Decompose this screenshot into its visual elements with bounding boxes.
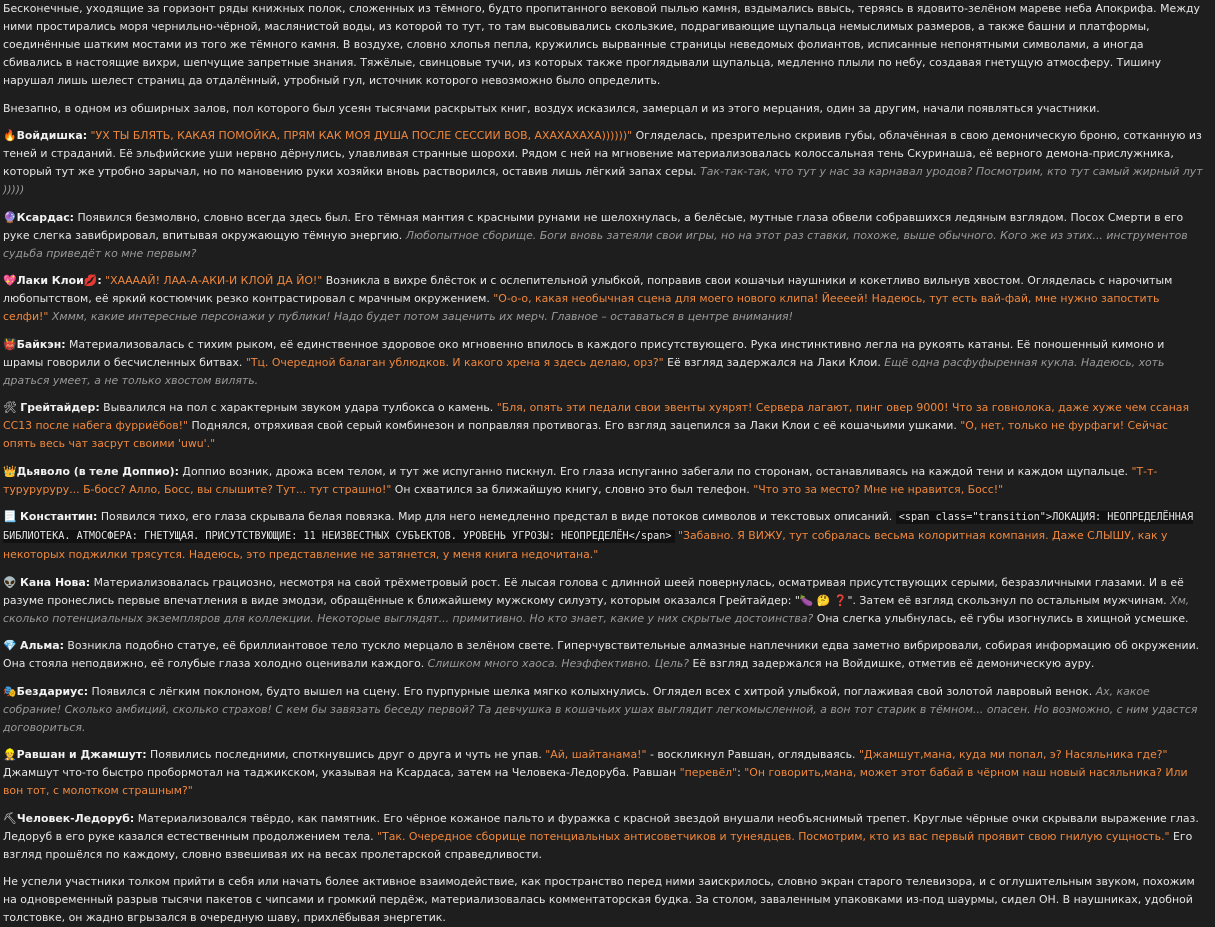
arrival-paragraph: [3, 100, 1203, 118]
narration-text: Не успели участники толком прийти в себя или начать более активное взаимодействие, как пространство перед ними заискрилось, словно экран старого телевизора, и с оглушительным звуком, похожим на одновременный разрыв тысячи пакетов с чипсами и громкий пердёж, материализовалась комментаторская будка. За столом, заваленным упаковками из-под шаурмы, сидел ОН. В наушниках, удобной толстовке, он жадно вгрызался в очередную шаву, прихлёбывая энергетик.: [3, 875, 1195, 924]
emoji-icon: 🛠: [3, 401, 17, 414]
spoken-line: "Т-т-туруруруру... Б-босс? Алло, Босс, вы слышите? Тут... тут страшно!": [3, 464, 1158, 496]
speaker-name: Альма:: [20, 639, 64, 652]
baiken-paragraph: [3, 336, 1203, 390]
dyavolo-paragraph: [3, 463, 1203, 499]
narration-text: ". Затем её взгляд скользнул по остальным мужчинам.: [847, 593, 1171, 607]
emoji-icon: 💋: [83, 274, 98, 287]
inner-thought: Ах, какое собрание! Сколько амбиций, сколько страхов! С кем бы завязать беседу первой? Та девчушка в кошачьих ушах выглядит легкомысленной, а вон тот старик в тёмном... опасен. Но возможно, с ним удастся договориться.: [3, 684, 1198, 734]
narration-text: Материализовалась с тихим рыком, её единственное здоровое око мгновенно впилось в каждого присутствующего. Рука инстинктивно легла на рукоять катаны. Её поношенный кимоно и шрамы говорили о бесчисленных битвах.: [3, 337, 1165, 369]
emoji-icon: 🍆 🤔 ❓: [799, 593, 848, 607]
commentator-paragraph: [3, 873, 1203, 927]
narration-text: Появились последними, споткнувшись друг о друга и чуть не упав.: [146, 748, 546, 761]
ravshan-paragraph: [3, 746, 1203, 800]
speaker-name: Кана Нова:: [20, 575, 91, 589]
speaker-name: Равшан и Джамшут:: [16, 748, 147, 761]
narration-text: Огляделась, презрительно скривив губы, облачённая в свою демоническую броню, сотканную из теней и страданий. Её эльфийские уши нервно дёрнулись, улавливая странные шорохи. Рядом с ней на мгновение материализовалась колоссальная тень Скуринаша, её верного демона-прислужника, который тут же утробно зарычал, но по мановению руки хозяйки вновь растворился, оставив лишь лёгкий запах серы.: [3, 129, 1202, 178]
speaker-name: Человек-Ледоруб:: [16, 811, 135, 825]
spoken-line: "Что это за место? Мне не нравится, Босс!": [753, 482, 1004, 496]
narration-text: Появился безмолвно, словно всегда здесь был. Его тёмная мантия с красными рунами не шелохнулась, а белёсые, мутные глаза обвели собравшихся ледяным взглядом. Посох Смерти в его руке слегка завибрировал, впитывая окружающую тёмную энергию.: [3, 210, 1184, 242]
narration-text: Она слегка улыбнулась, её губы изогнулись в хищной усмешке.: [813, 611, 1189, 625]
bezdarius-paragraph: [3, 683, 1203, 737]
inner-thought: Так-так-так, что тут у нас за карнавал уродов? Посмотрим, кто тут самый жирный лут ))))): [3, 165, 1203, 196]
emoji-icon: 👽: [3, 575, 17, 589]
narration-text: Он схватился за ближайшую книгу, словно это был телефон.: [391, 482, 754, 496]
spoken-line: "перевёл": [679, 766, 738, 779]
emoji-icon: 👷: [3, 748, 17, 761]
speaker-name: Грейтайдер:: [20, 401, 100, 414]
speaker-name: Дьяволо (в теле Доппио):: [16, 464, 179, 478]
narration-text: Вывалился на пол с характерным звуком удара тулбокса о камень.: [99, 401, 497, 414]
speaker-name: Бездариус:: [16, 684, 89, 698]
narration-text: Возникла подобно статуе, её бриллиантовое тело тускло мерцало в зелёном свете. Гиперчувствительные алмазные наплечники едва заметно вибрировали, собирая информацию об окружении. Она стояла неподвижно, её голубые глаза холодно оценивали каждого.: [3, 639, 1200, 670]
greytayder-paragraph: [3, 399, 1203, 453]
spoken-line: "Джамшут,мана, куда ми попал, э? Насяльника где?": [858, 748, 1168, 761]
spoken-line: "О, нет, только не фурфаги! Сейчас опять весь чат засрут своими 'uwu'.": [3, 419, 1169, 450]
voydishka-paragraph: [3, 127, 1203, 199]
konstantin-paragraph: [3, 508, 1203, 564]
speaker-name: Войдишка:: [16, 129, 88, 142]
spoken-line: "УХ ТЫ БЛЯТЬ, КАКАЯ ПОМОЙКА, ПРЯМ КАК МОЯ ДУША ПОСЛЕ СЕССИИ ВОВ, АХАХАХАХА))))))": [90, 129, 633, 142]
emoji-icon: ⛏: [3, 811, 17, 825]
narration-text: Материализовалась грациозно, несмотря на свой трёхметровый рост. Её лысая голова с длинной шеей повернулась, осматривая присутствующих серыми, безразличными глазами. И в её разуме пронеслись первые впечатления в виде эмодзи, обращённые к ближайшему мужскому силуэту, которым оказался Грейтайдер: ": [3, 575, 1184, 607]
spoken-line: "Бля, опять эти педали свои эвенты хуярят! Сервера лагают, пинг овер 9000! Что за говнолока, даже хуже чем ссаная СС13 после набега фурриёбов!": [3, 401, 1190, 432]
spoken-line: "О-о-о, какая необычная сцена для моего нового клипа! Йеееей! Надеюсь, тут есть вай-фай, мне нужно запостить селфи!": [3, 292, 1160, 323]
inner-thought: Слишком много хаоса. Неэффективно. Цель?: [427, 657, 690, 670]
spoken-line: "Так. Очередное сборище потенциальных антисоветчиков и тунеядцев. Посмотрим, кто из вас первый проявит свою гнилую сущность.": [377, 829, 1170, 843]
speaker-name: :: [97, 274, 102, 287]
narration-text: Её взгляд задержался на Лаки Клои.: [663, 355, 885, 369]
spoken-line: "Он говорить,мана, может этот бабай в чёрном наш новый насяльника? Или вон тот, с молотком страшным?": [3, 766, 1188, 797]
speaker-name: Ксардас:: [16, 210, 75, 224]
emoji-icon: 👹: [3, 337, 17, 351]
narration-text: Появился с лёгким поклоном, будто вышел на сцену. Его пурпурные шелка мягко колыхнулись. Оглядел всех с хитрой улыбкой, поглаживая свой золотой лавровый венок.: [88, 684, 1096, 698]
ledorub-paragraph: [3, 810, 1203, 864]
narration-text: Бесконечные, уходящие за горизонт ряды книжных полок, сложенных из тёмного, будто пропитанного вековой пылью камня, вздымались ввысь, теряясь в ядовито-зелёном мареве неба Апокрифа. Между ними простирались моря чернильно-чёрной, маслянистой воды, из которой то тут, то там высовывались скользкие, подрагивающие щупальца немыслимых размеров, а также башни и платформы, соединённые шатким мостами из того же тёмного камня. В воздухе, словно хлопья пепла, кружились вырванные страницы неведомых фолиантов, исписанные непонятными символами, а иногда сбивались в настоящие вихри, шепчущие запретные знания. Тяжёлые, свинцовые тучи, из которых также проглядывали щупальца, медленно плыли по небу, создавая гнетущую атмосферу. Тишину нарушал лишь шелест страниц да отдалённый, утробный гул, источник которого невозможно было определить.: [3, 2, 1200, 87]
spoken-line: "Забавно. Я ВИЖУ, тут собралась весьма колоритная компания. Даже СЛЫШУ, как у некоторых поджилки трясутся. Надеюсь, это представление не затянется, у меня книга недочитана.": [3, 529, 1168, 561]
emoji-icon: 🔥: [3, 129, 17, 142]
emoji-icon: 💖: [3, 274, 17, 287]
laki-kloi-paragraph: [3, 272, 1203, 326]
emoji-icon: 🎭: [3, 684, 17, 698]
narration-text: Возникла в вихре блёсток и с ослепительной улыбкой, поправив свои кошачьи наушники и кокетливо вильнув хвостом. Огляделась с нарочитым любопытством, её яркий костюмчик резко контрастировал с мрачным окружением.: [3, 274, 1173, 305]
inner-thought: Хм, сколько потенциальных экземпляров для коллекции. Некоторые выглядят... примитивно. Но кто знает, какие у них скрытые достоинства?: [3, 593, 1190, 625]
narration-text: Её взгляд задержался на Войдишке, отметив её демоническую ауру.: [689, 657, 1095, 670]
intro-paragraph: [3, 0, 1203, 90]
narration-text: Джамшут что-то быстро пробормотал на таджикском, указывая на Ксардаса, затем на Человека-Ледоруба. Равшан: [3, 766, 680, 779]
ksardas-paragraph: [3, 209, 1203, 263]
inner-thought: Ещё одна расфуфыренная кукла. Надеюсь, хоть драться умеет, а не только хвостом вилять.: [3, 355, 1165, 387]
narration-text: Внезапно, в одном из обширных залов, пол которого был усеян тысячами раскрытых книг, воздух исказился, замерцал и из этого мерцания, один за другим, начали появляться участники.: [3, 101, 1100, 115]
emoji-icon: 🔮: [3, 210, 17, 224]
spoken-line: "Ай, шайтанама!": [545, 748, 647, 761]
narration-text: Доппио возник, дрожа всем телом, и тут же испуганно пискнул. Его глаза испуганно забегали по сторонам, останавливаясь на каждой тени и каждом щупальце.: [178, 464, 1132, 478]
kana-nova-paragraph: [3, 574, 1203, 628]
narration-text: - воскликнул Равшан, оглядываясь.: [646, 748, 859, 761]
code-snippet: <span class="transition">ЛОКАЦИЯ: НЕОПРЕДЕЛЁННАЯ БИБЛИОТЕКА. АТМОСФЕРА: ГНЕТУЩАЯ. ПРИСУТСТВУЮЩИЕ: 11 НЕИЗВЕСТНЫХ СУБЪЕКТОВ. УРОВЕНЬ УГРОЗЫ: НЕОПРЕДЕЛЁН</span>: [3, 512, 1194, 542]
narration-text: Материализовался твёрдо, как памятник. Его чёрное кожаное пальто и фуражка с красной звездой внушали необъяснимый трепет. Круглые чёрные очки скрывали выражение глаз. Ледоруб в его руке казался естественным продолжением тела.: [3, 811, 1199, 843]
narration-text: Поднялся, отряхивая свой серый комбинезон и поправляя противогаз. Его взгляд зацепился за Лаки Клои с её кошачьими ушками.: [188, 419, 961, 432]
emoji-icon: 👑: [3, 464, 17, 478]
speaker-name: Константин:: [20, 510, 98, 523]
emoji-icon: 💎: [3, 639, 17, 652]
spoken-line: "ХААААЙ! ЛАА-А-АКИ-И КЛОЙ ДА ЙО!": [105, 274, 323, 287]
narration-text: :: [737, 766, 745, 779]
spoken-line: "Тц. Очередной балаган ублюдков. И какого хрена я здесь делаю, орз?": [245, 355, 664, 369]
alma-paragraph: [3, 637, 1203, 673]
inner-thought: Хммм, какие интересные персонажи у публики! Надо будет потом заценить их мерч. Главное – оставаться в центре внимания!: [51, 310, 793, 323]
speaker-name: Лаки Клои: [16, 274, 84, 287]
speaker-name: Байкэн:: [16, 337, 66, 351]
narration-text: Появился тихо, его глаза скрывала белая повязка. Мир для него немедленно предстал в виде потоков символов и текстовых описаний.: [97, 510, 896, 523]
inner-thought: Любопытное сборище. Боги вновь затеяли свои игры, но на этот раз ставки, похоже, выше обычного. Кого же из этих... инструментов судьба приведёт ко мне первым?: [3, 228, 1188, 260]
emoji-icon: 📃: [3, 510, 17, 523]
narration-text: Его взгляд прошёлся по каждому, словно взвешивая их на весах пролетарской справедливости.: [3, 829, 1193, 861]
